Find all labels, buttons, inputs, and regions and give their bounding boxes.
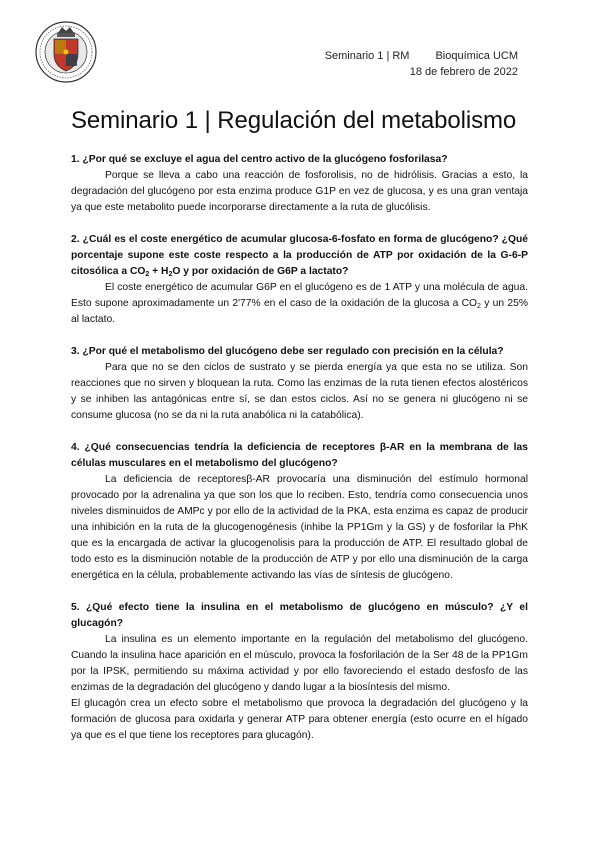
subscript-2: 2 (145, 271, 150, 278)
subscript-2: 2 (477, 303, 481, 310)
question-2-part-a: 2. ¿Cuál es el coste energético de acumular glucosa-6-fosfato en forma de glucógeno? ¿Qué porcentaje supone este coste respecto a la producción de ATP por oxidación de la G-6-P citosólica a CO (71, 234, 528, 277)
answer-4: La deficiencia de receptoresβ-AR provocaría una disminución del estímulo hormonal provocado por la adrenalina ya que son los que lo reciben. Esto, tendría como consecuencia unos niveles disminuidos de AMPc y por ello de la actividad de la PKA, esta enzima es capaz de producir una inhibición en la ruta de la glucogenogénesis (inhibe la PP1Gm y la GS) y de fosforilar la PhK que es la encargada de activar la glucogenolisis para la producción de ATP. El resultado global de todo esto es la disminución notable de la producción de ATP y por ello una disminución de la carga energética en la célula, probablemente activando las vías de síntesis de glucógeno. (71, 474, 528, 581)
answer-2-part-b: y un 25% al lactato. (71, 298, 528, 325)
header-course: Bioquímica UCM (435, 50, 518, 62)
question-3: 3. ¿Por qué el metabolismo del glucógeno debe ser regulado con precisión en la célula? (71, 346, 504, 357)
header-date: 18 de febrero de 2022 (409, 66, 518, 78)
question-2-part-c: O y por oxidación de G6P a lactato? (172, 266, 349, 277)
question-4: 4. ¿Qué consecuencias tendría la deficiencia de receptores β-AR en la membrana de las células musculares en el metabolismo del glucógeno? (71, 442, 528, 469)
page-header (325, 48, 518, 80)
question-5: 5. ¿Qué efecto tiene la insulina en el metabolismo de glucógeno en músculo? ¿Y el glucagón? (71, 602, 528, 629)
document-body (71, 152, 528, 744)
page-title: Seminario 1 | Regulación del metabolismo (71, 107, 517, 134)
university-seal-logo (34, 16, 98, 90)
question-2 (71, 232, 528, 280)
header-seminar: Seminario 1 | RM (324, 50, 410, 62)
answer-2-part-a: El coste energético de acumular G6P en el glucógeno es de 1 ATP y una molécula de agua. Esto supone aproximadamente un 2'77% en el caso de la oxidación de la glucosa a CO (71, 282, 528, 309)
answer-5: La insulina es un elemento importante en la regulación del metabolismo del glucógeno. Cuando la insulina hace aparición en el músculo, provoca la fosforilación de la Ser 48 de la PP1Gm por la IPSK, permitiendo su máxima actividad y por ello favoreciendo el estado desfosfo de las enzimas de la degradación del glucógeno y dando lugar a la biosíntesis del mismo. (71, 634, 528, 693)
answer-2 (71, 280, 528, 328)
answer-3: Para que no se den ciclos de sustrato y se pierda energía ya que esta no se utiliza. Son reacciones que no sirven y bloquean la ruta. Como las enzimas de la ruta tienen efectos alostéricos y se inhiben las antagónicas entre sí, se dan estos ciclos. Así no se genera ni glucógeno ni se consume glucosa (no se da ni la ruta anabólica ni la catabólica). (71, 362, 528, 421)
question-2-part-b: + H (149, 266, 169, 277)
answer-5-glucagon: El glucagón crea un efecto sobre el metabolismo que provoca la degradación del glucógeno y la formación de glucosa para oxidarla y generar ATP para obtener energía (esto ocurre en el hígado ya que es el que tiene los receptores para glucagón). (71, 698, 528, 741)
answer-1: Porque se lleva a cabo una reacción de fosforolisis, no de hidrólisis. Gracias a esto, la degradación del glucógeno por esta enzima produce G1P en vez de glucosa, y es una gran ventaja ya que este metabolito puede incorporarse directamente a la ruta de glucólisis. (71, 170, 528, 213)
question-1: 1. ¿Por qué se excluye el agua del centro activo de la glucógeno fosforilasa? (71, 154, 448, 165)
subscript-2: 2 (168, 271, 173, 278)
